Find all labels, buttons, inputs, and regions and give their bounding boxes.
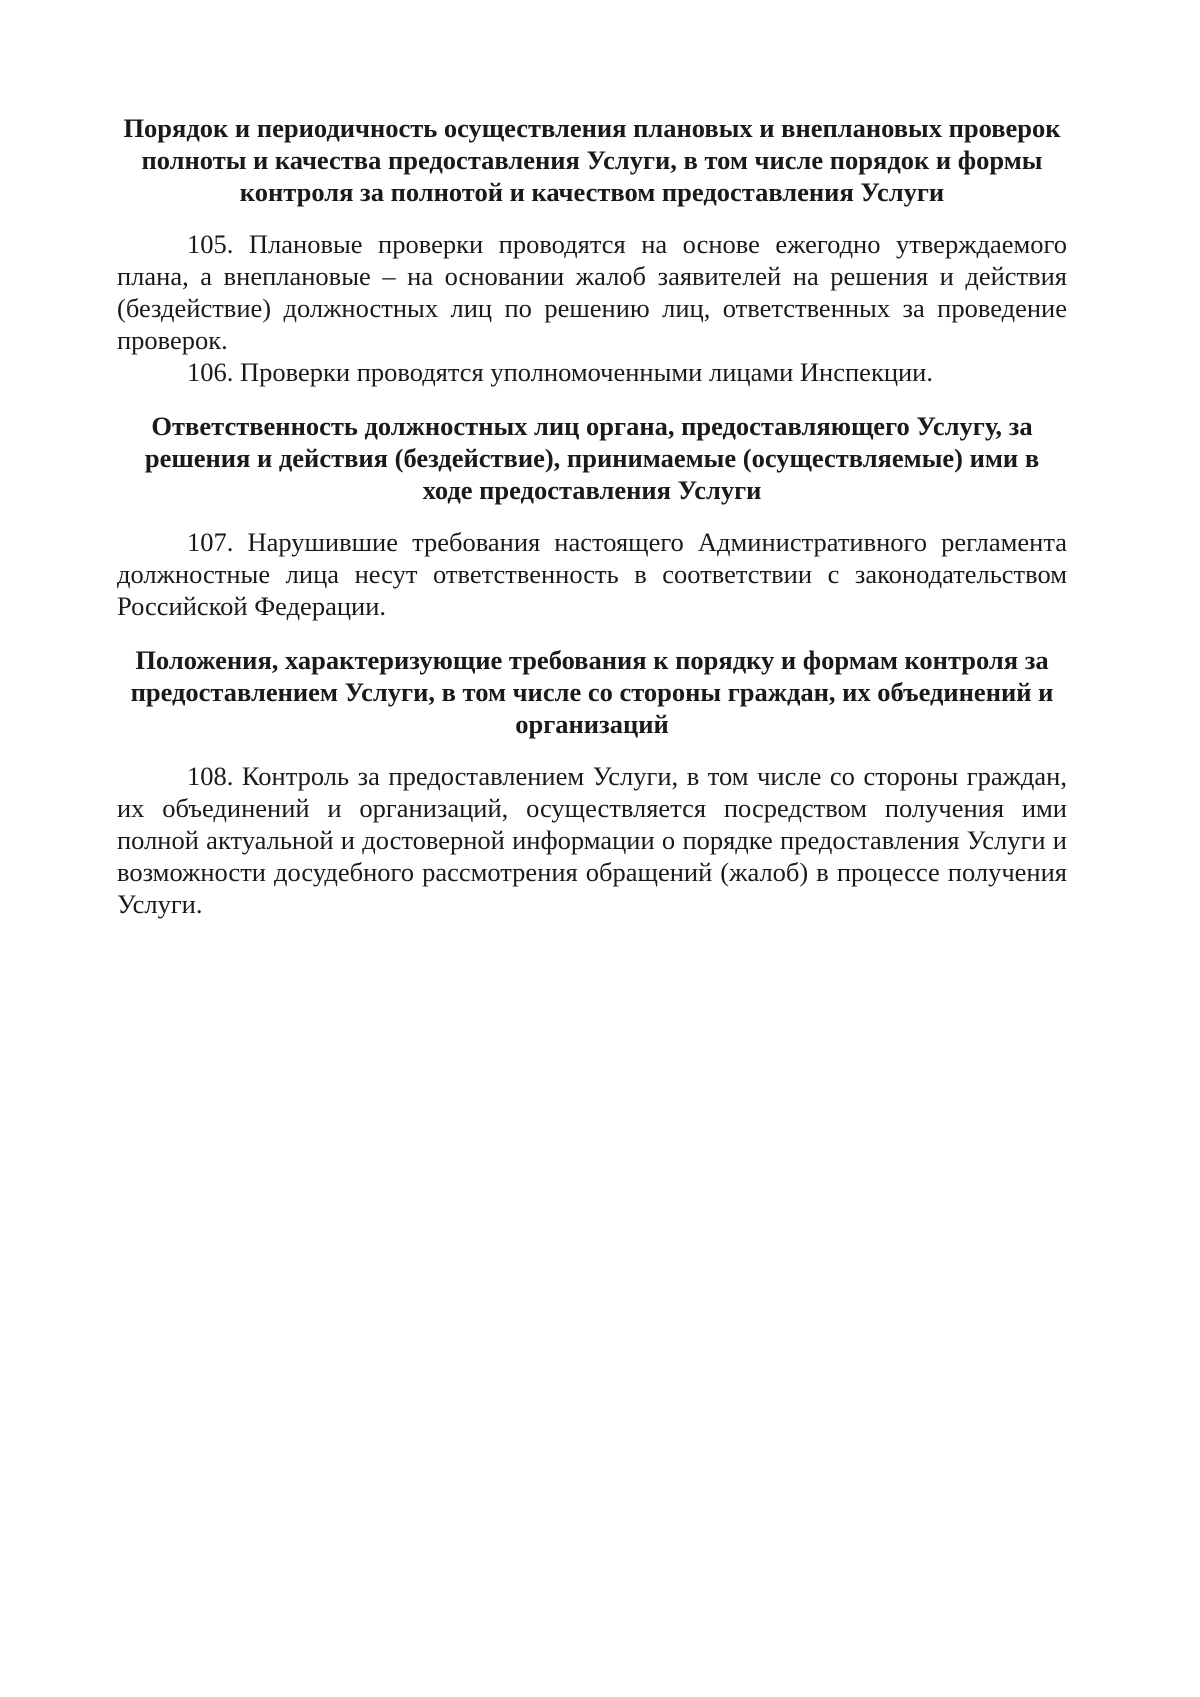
section-spacer: [117, 622, 1067, 644]
paragraph-107: 107. Нарушившие требования настоящего Административного регламента должностные лица несут ответственность в соответствии с законодательством Российской Федерации.: [117, 527, 1067, 621]
paragraph-108: 108. Контроль за предоставлением Услуги, в том числе со стороны граждан, их объединений и организаций, осуществляется посредством получения ими полной актуальной и достоверной информации о порядке предоставления Услуги и возможности досудебного рассмотрения обращений (жалоб) в процессе получения Услуги.: [117, 761, 1067, 919]
section-spacer: [117, 388, 1067, 410]
paragraph-105: 105. Плановые проверки проводятся на основе ежегодно утверждаемого плана, а внеплановые – на основании жалоб заявителей на решения и действия (бездействие) должностных лиц по решению лиц, ответственных за проведение проверок.: [117, 229, 1067, 355]
section-heading-responsibility: Ответственность должностных лиц органа, предоставляющего Услугу, за решения и действия (бездействие), принимаемые (осуществляемые) ими в ходе предоставления Услуги: [144, 411, 1040, 505]
paragraph-106: 106. Проверки проводятся уполномоченными лицами Инспекции.: [187, 357, 933, 387]
section-heading-inspections: Порядок и периодичность осуществления плановых и внеплановых проверок полноты и качества предоставления Услуги, в том числе порядок и формы контроля за полнотой и качеством предоставления Услуги: [123, 113, 1061, 207]
section-heading-control: Положения, характеризующие требования к порядку и формам контроля за предоставлением Услуги, в том числе со стороны граждан, их объединений и организаций: [130, 645, 1054, 739]
